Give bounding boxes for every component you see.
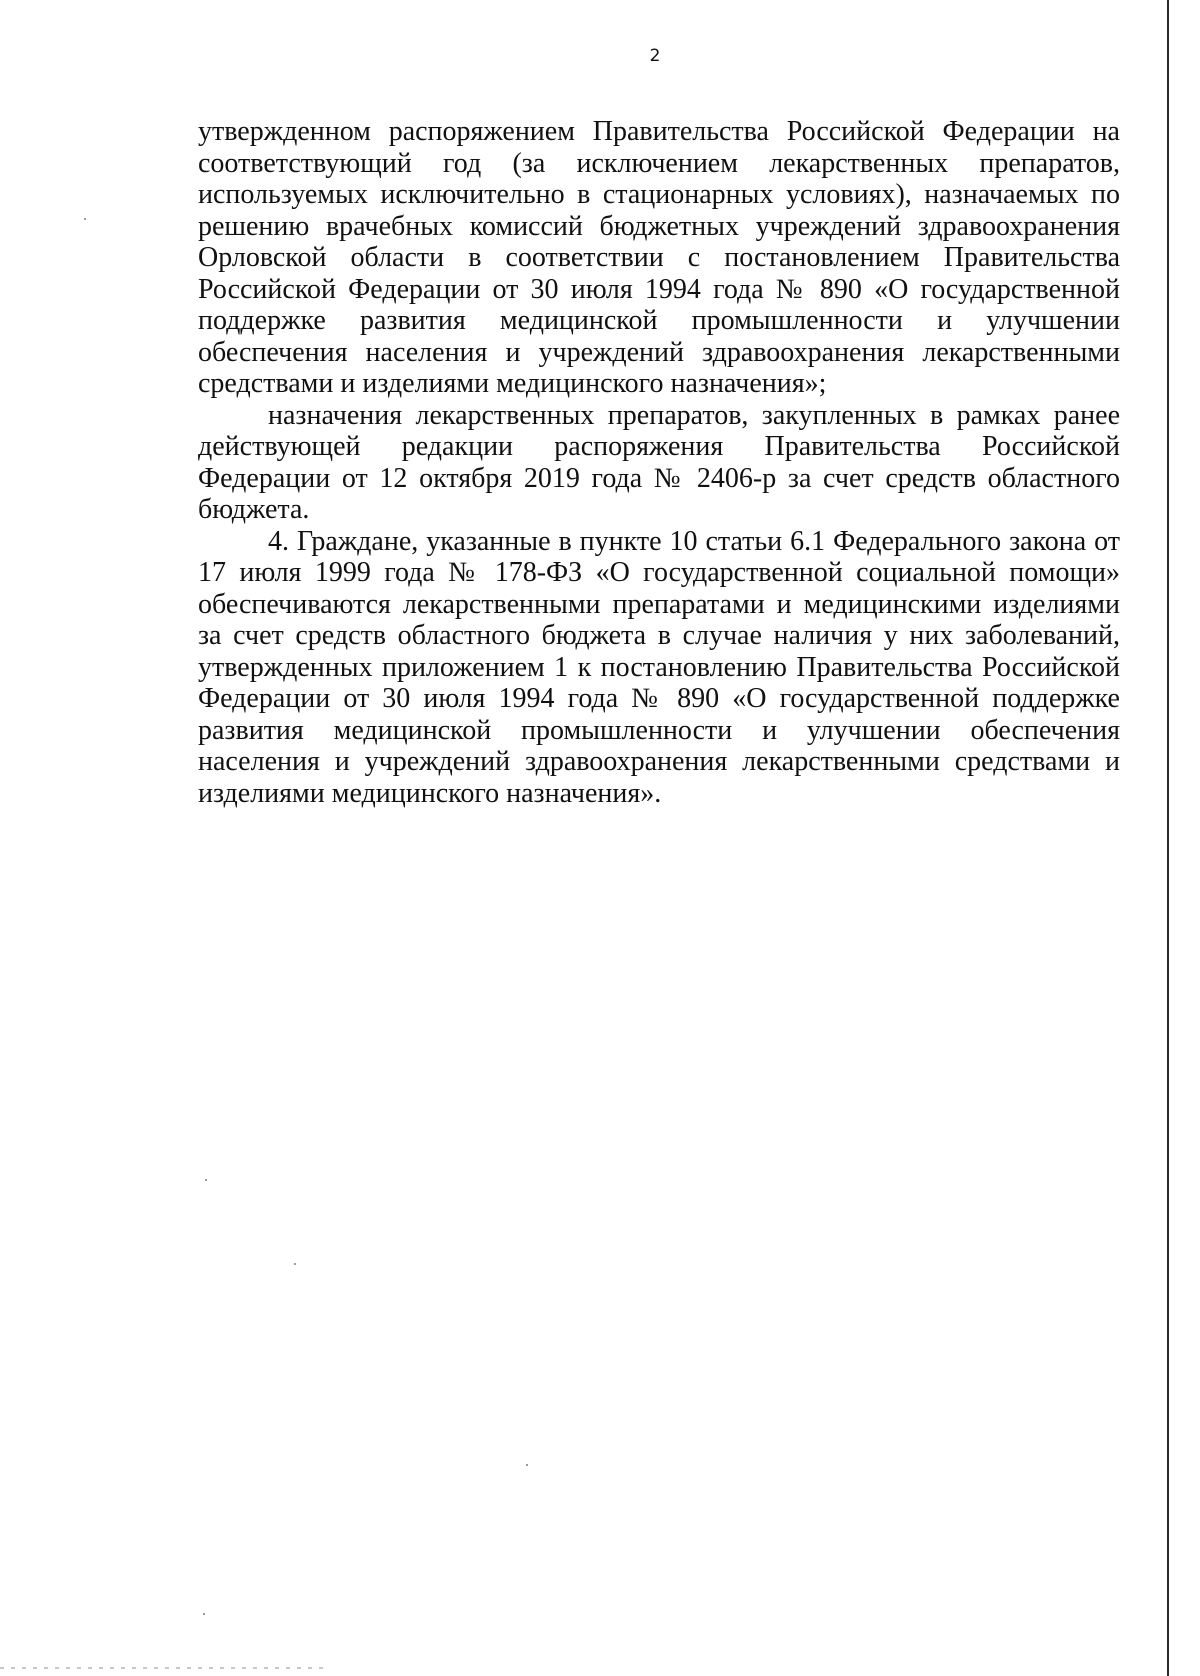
paragraph-procurement: назначения лекарственных препаратов, закупленных в рамках ранее действующей редакции распоряжения Правительства Российской Федерации от 12 октября 2019 года № 2406-р за счет средств областного бюджета.: [198, 399, 1120, 525]
paragraph-continuation: утвержденном распоряжением Правительства Российской Федерации на соответствующий год (за исключением лекарственных препаратов, используемых исключительно в стационарных условиях), назначаемых по решению врачебных комиссий бюджетных учреждений здравоохранения Орловской области в соответствии с постановлением Правительства Российской Федерации от 30 июля 1994 года № 890 «О государственной поддержке развития медицинской промышленности и улучшении обеспечения населения и учреждений здравоохранения лекарственными средствами и изделиями медицинского назначения»;: [198, 116, 1120, 399]
scan-speck: [294, 1263, 296, 1265]
scan-edge-line: [1167, 0, 1169, 1676]
scan-speck: [84, 218, 86, 220]
scan-speck: [526, 1464, 528, 1466]
scan-speck: [205, 1179, 207, 1181]
page-number: 2: [649, 46, 661, 66]
scan-noise-strip: [0, 1667, 330, 1669]
scan-speck: [203, 1613, 205, 1615]
document-body: [198, 116, 1120, 809]
paragraph-item-4: 4. Граждане, указанные в пункте 10 статьи 6.1 Федерального закона от 17 июля 1999 года № 178-ФЗ «О государственной социальной помощи» обеспечиваются лекарственными препаратами и медицинскими изделиями за счет средств областного бюджета в случае наличия у них заболеваний, утвержденных приложением 1 к постановлению Правительства Российской Федерации от 30 июля 1994 года № 890 «О государственной поддержке развития медицинской промышленности и улучшении обеспечения населения и учреждений здравоохранения лекарственными средствами и изделиями медицинского назначения».: [198, 525, 1120, 809]
